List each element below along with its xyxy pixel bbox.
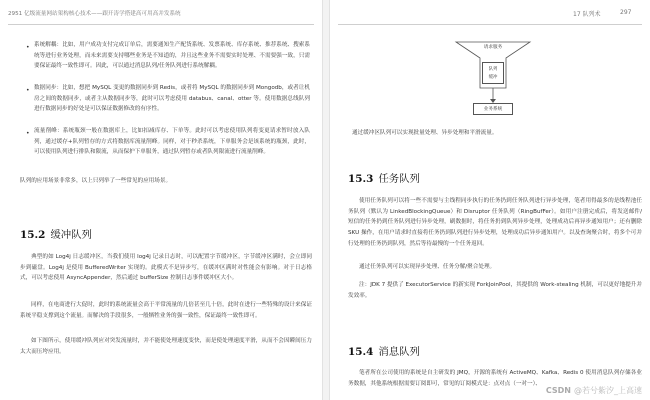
section-title: 任务队列 [378,173,420,185]
diagram-caption: 通过缓冲区队列可以实现批量处理、异步处理和平滑流量。 [352,130,498,136]
bullet-marker: • [26,44,30,51]
section-title: 消息队列 [378,346,420,358]
bullet-marker: • [26,130,30,137]
diagram-request-label: 请求服务 [483,45,503,50]
section-number: 15.4 [348,346,374,358]
section-number: 15.2 [20,229,46,241]
watermark-text: @若兮紫汐_上高速 [574,386,642,395]
diagram-business-system-box: 业务系统 [473,103,513,115]
bullet-marker: • [26,87,30,94]
watermark-brand: CSDN [545,386,571,395]
bullet-data-sync: 数据同步：比如，想把 MySQL 变更的数据同步到 Redis，或者将 MySQL 的数据同步到 Mongodb，或者让机房之间的数据同步，或者主从数据同步等，此时可以考虑使用 databus、canal、otter 等。使用数据总线队列进行数据同步的好处是可以保证数据修改的有序性。 [34,85,310,113]
right-page [330,0,650,400]
right-header-rule [338,24,642,25]
section-title: 缓冲队列 [50,229,92,241]
note-forkjoinpool: 注：JDK 7 提供了 ExecutorService 的新实现 ForkJoinPool，其提供的 Work-stealing 机制，可以更好地提升并发效率。 [348,282,642,299]
paragraph-task-queue: 使用任务队列可以将一些不需要与主线程同步执行的任务扔到任务队列进行异步处理，笔者用得最多的是线程池任务队列（默认为 LinkedBlockingQueue）和 Disruptor 任务队列（RingBufFer）。如用户注册完成后，将发送邮件/短信的任务扔到任务队列进行异步处理，刷数据时，将任务扔到队列异步处理，处理成功后再异步通知用户；还有删除 SKU 操作，在用户请求时直接将任务扔到队列进行异步处理，处理成功后异步通知用户。以及查询聚合时，将多个可并行处理的任务扔到队列，然后等待最慢的一个任务返回。 [348,198,642,247]
buffer-queue-diagram [448,40,538,120]
right-page-header-title: 17 队列术 [573,11,601,18]
section-number: 15.3 [348,173,374,185]
paragraph-task-queue-summary: 通过任务队列可以实现异步处理、任务分解/聚合处理。 [359,264,496,270]
left-page [0,0,322,400]
diagram-queue-label: 队列 [488,67,498,72]
paragraph-message-queue: 笔者所在公司使用的系统是自主研发的 JMQ，开源的系统有 ActiveMQ、Kafka、Redis 0 使用消息队列存储各业务数据，其他系统根据需要订阅即可，常见的订阅模式是：点对点（一对一）、 [348,370,642,387]
section-heading-15-3 [348,170,420,185]
paragraph-log4j: 典型的如 Log4j 日志缓冲区，当我们使用 log4j 记录日志时，可以配置字节缓冲区，字节缓冲区满时，会立即同步到磁盘。Log4j 是使用 BufferedWriter 实现的。此模式不是异步写，在缓冲区满时对性能会有影响。对于日志格式，可以考虑使用 AsyncAppender，然后通过 bufferSize 控制日志事件缓冲区大小。 [20,254,312,282]
bullet-peak-shaving: 流量削峰：系统瓶颈一般在数据库上，比如扣减库存、下单等。此时可以考虑使用队列将变更请求暂时放入队列，通过缓存+队列暂存的方式将数据库流量削峰。同样，对于秒杀系统，下单服务会是该系统的瓶颈，此时，可以使用队列进行排队和限流，从而保护下单服务，通过队列暂存或者队列限流进行流量削峰。 [34,128,310,156]
csdn-watermark [546,385,642,396]
diagram-queue-box [482,62,504,84]
left-header-rule [8,24,314,25]
diagram-queue-label-2: 缓冲 [488,75,498,80]
left-page-header: 2951 亿级流量网站架构核心技术——跟开涛学搭建高可用高并发系统 [8,11,181,17]
closing-paragraph: 队列的应用场景非常多，以上只列举了一些常见的应用场景。 [20,178,172,184]
section-heading-15-2 [20,226,92,241]
paragraph-buffer-figure: 如下图所示，使用缓冲队列应对突发流量时，并不能使处理速度变快，而是使处理速度平滑，从而不会因瞬间压力太大而压垮应用。 [20,338,312,355]
page-gutter [322,0,330,400]
right-page-number: 297 [620,9,632,16]
section-heading-15-4 [348,343,420,358]
paragraph-promotion: 同样，在电商进行大促时，此时的系统流量会高于平常流量的几倍甚至几十倍，此时在进行一些特殊的设计来保证系统平稳支撑到这个流量。而解决的手段很多，一般牺牲业务的强一致性，保证最终一致性即可。 [20,302,312,319]
bullet-decoupling: 系统解耦：比如，用户成功支付完成订单后，需要通知生产配货系统、发票系统、库存系统、推荐系统、搜索系统等进行业务处理，而未来需要支持哪些业务是不知道的，并且这些业务不需要实时处理、不需要强一致，只需要保证最终一致性即可。因此，可以通过消息队列/任务队列进行系统解耦。 [34,42,310,70]
